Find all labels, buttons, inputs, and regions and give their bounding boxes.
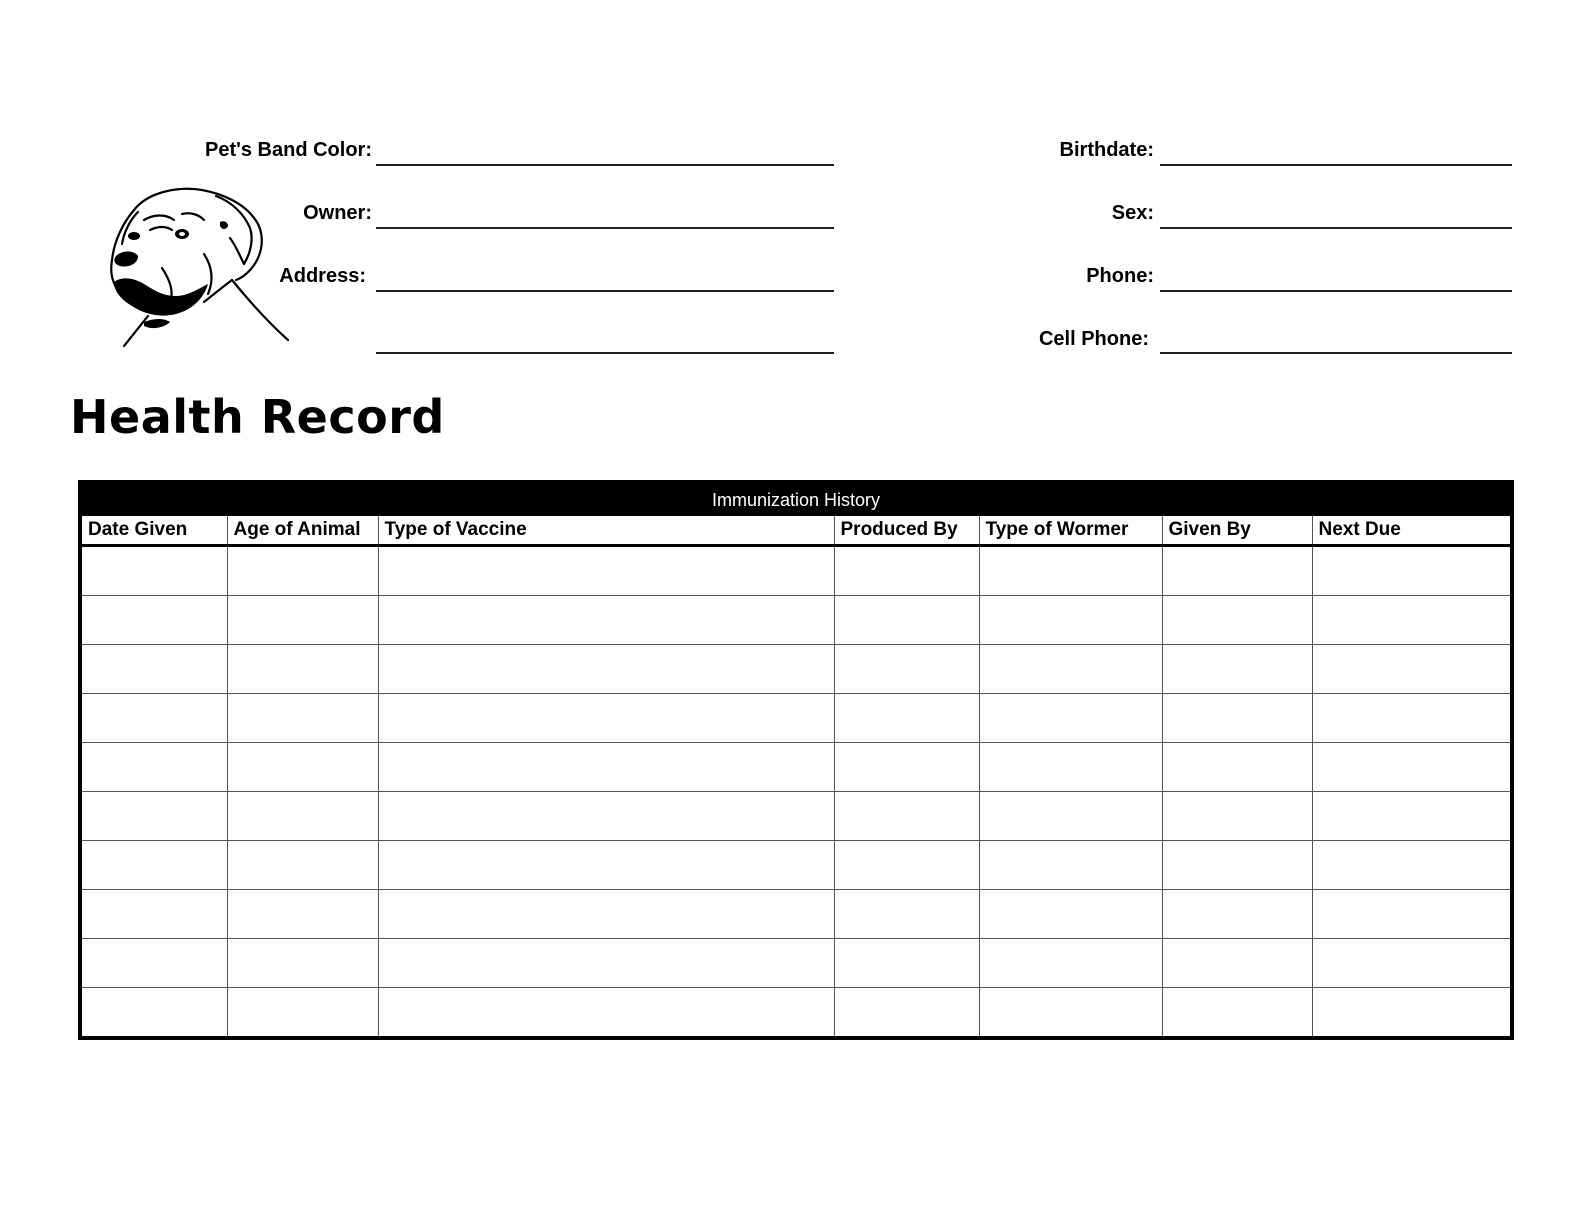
table-cell[interactable] — [1162, 841, 1312, 890]
table-cell[interactable] — [378, 645, 834, 694]
birthdate-field[interactable] — [1160, 164, 1512, 166]
immunization-table — [78, 480, 1514, 1040]
table-cell[interactable] — [227, 988, 378, 1037]
table-cell[interactable] — [834, 645, 979, 694]
table-cell[interactable] — [1162, 792, 1312, 841]
table-cell[interactable] — [1162, 890, 1312, 939]
owner-field[interactable] — [376, 227, 834, 229]
birthdate-label: Birthdate: — [1059, 139, 1154, 161]
table-row — [82, 841, 1510, 890]
sex-field[interactable] — [1160, 227, 1512, 229]
table-cell[interactable] — [82, 939, 227, 988]
table-cell[interactable] — [378, 596, 834, 645]
table-cell[interactable] — [1312, 743, 1510, 792]
table-cell[interactable] — [1312, 988, 1510, 1037]
column-header-age-of-animal: Age of Animal — [227, 516, 378, 546]
table-cell[interactable] — [979, 939, 1162, 988]
dog-head-icon — [104, 184, 296, 354]
address-label: Address: — [279, 265, 366, 287]
table-cell[interactable] — [834, 792, 979, 841]
table-cell[interactable] — [378, 841, 834, 890]
table-row — [82, 546, 1510, 596]
table-cell[interactable] — [227, 546, 378, 596]
table-cell[interactable] — [378, 988, 834, 1037]
table-cell[interactable] — [979, 645, 1162, 694]
table-cell[interactable] — [227, 645, 378, 694]
table-cell[interactable] — [82, 645, 227, 694]
table-cell[interactable] — [834, 743, 979, 792]
table-cell[interactable] — [1312, 694, 1510, 743]
table-cell[interactable] — [82, 841, 227, 890]
cell-phone-label: Cell Phone: — [1038, 328, 1149, 350]
table-row — [82, 596, 1510, 645]
table-cell[interactable] — [834, 694, 979, 743]
table-banner: Immunization History — [82, 484, 1510, 516]
column-header-date-given: Date Given — [82, 516, 227, 546]
table-cell[interactable] — [378, 890, 834, 939]
table-cell[interactable] — [1312, 546, 1510, 596]
table-cell[interactable] — [82, 546, 227, 596]
column-header-type-of-wormer: Type of Wormer — [979, 516, 1162, 546]
column-header-produced-by: Produced By — [834, 516, 979, 546]
table-cell[interactable] — [378, 743, 834, 792]
table-cell[interactable] — [82, 694, 227, 743]
table-cell[interactable] — [227, 890, 378, 939]
table-row — [82, 694, 1510, 743]
column-header-next-due: Next Due — [1312, 516, 1510, 546]
table-cell[interactable] — [1312, 939, 1510, 988]
table-cell[interactable] — [1162, 939, 1312, 988]
table-cell[interactable] — [82, 743, 227, 792]
table-cell[interactable] — [979, 546, 1162, 596]
header-row — [82, 516, 1510, 546]
table-cell[interactable] — [834, 546, 979, 596]
immunization-grid — [82, 516, 1510, 1036]
table-cell[interactable] — [979, 596, 1162, 645]
page-title: Health Record — [70, 390, 445, 444]
cell-phone-field[interactable] — [1160, 352, 1512, 354]
table-cell[interactable] — [1312, 841, 1510, 890]
address-field-line-1[interactable] — [376, 290, 834, 292]
table-cell[interactable] — [1312, 645, 1510, 694]
table-cell[interactable] — [82, 596, 227, 645]
table-cell[interactable] — [1162, 988, 1312, 1037]
table-row — [82, 743, 1510, 792]
table-cell[interactable] — [82, 890, 227, 939]
table-cell[interactable] — [1162, 645, 1312, 694]
table-cell[interactable] — [378, 939, 834, 988]
table-cell[interactable] — [227, 694, 378, 743]
table-cell[interactable] — [1162, 743, 1312, 792]
table-row — [82, 890, 1510, 939]
table-cell[interactable] — [1312, 596, 1510, 645]
table-cell[interactable] — [979, 792, 1162, 841]
table-cell[interactable] — [979, 841, 1162, 890]
column-header-given-by: Given By — [1162, 516, 1312, 546]
table-row — [82, 939, 1510, 988]
table-row — [82, 645, 1510, 694]
address-field-line-2[interactable] — [376, 352, 834, 354]
table-cell[interactable] — [979, 890, 1162, 939]
table-cell[interactable] — [378, 792, 834, 841]
phone-field[interactable] — [1160, 290, 1512, 292]
table-cell[interactable] — [834, 596, 979, 645]
table-cell[interactable] — [1312, 792, 1510, 841]
table-cell[interactable] — [82, 792, 227, 841]
table-cell[interactable] — [979, 988, 1162, 1037]
table-cell[interactable] — [979, 694, 1162, 743]
phone-label: Phone: — [1086, 265, 1154, 287]
table-cell[interactable] — [1162, 546, 1312, 596]
table-cell[interactable] — [82, 988, 227, 1037]
table-cell[interactable] — [1162, 694, 1312, 743]
table-cell[interactable] — [378, 694, 834, 743]
table-cell[interactable] — [227, 939, 378, 988]
table-row — [82, 792, 1510, 841]
table-cell[interactable] — [378, 546, 834, 596]
table-row — [82, 988, 1510, 1037]
pet-band-color-field[interactable] — [376, 164, 834, 166]
table-cell[interactable] — [227, 743, 378, 792]
table-cell[interactable] — [979, 743, 1162, 792]
table-cell[interactable] — [227, 792, 378, 841]
sex-label: Sex: — [1111, 202, 1154, 224]
table-cell[interactable] — [227, 596, 378, 645]
table-cell[interactable] — [834, 988, 979, 1037]
owner-label: Owner: — [303, 202, 372, 224]
table-cell[interactable] — [1312, 890, 1510, 939]
table-cell[interactable] — [834, 939, 979, 988]
table-cell[interactable] — [227, 841, 378, 890]
pet-band-color-label: Pet's Band Color: — [205, 139, 372, 161]
table-cell[interactable] — [1162, 596, 1312, 645]
table-cell[interactable] — [834, 841, 979, 890]
table-cell[interactable] — [834, 890, 979, 939]
column-header-type-of-vaccine: Type of Vaccine — [378, 516, 834, 546]
